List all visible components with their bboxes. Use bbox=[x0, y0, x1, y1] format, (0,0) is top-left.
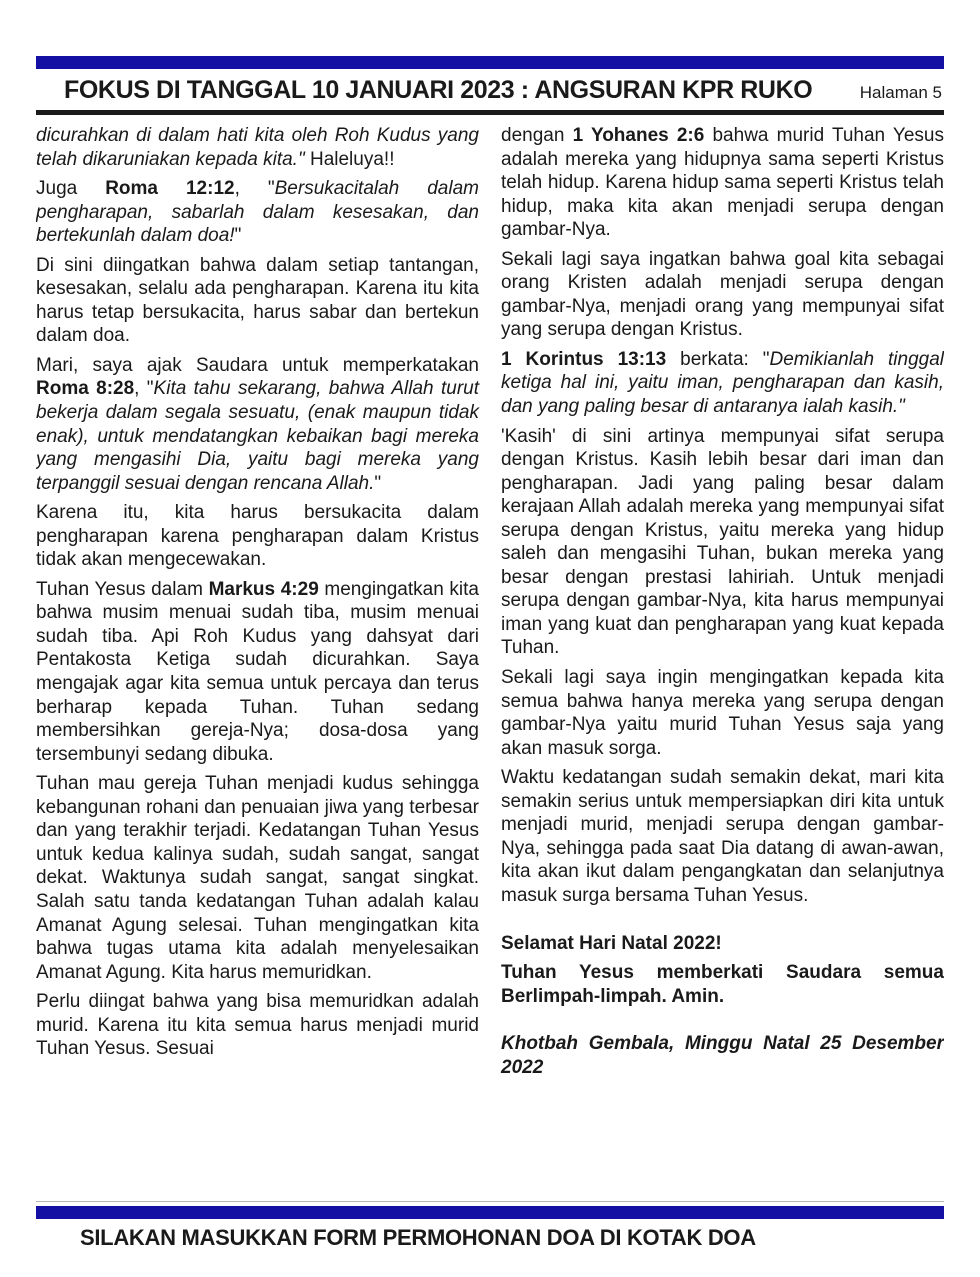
paragraph bbox=[36, 578, 479, 766]
page-footer bbox=[36, 1201, 944, 1277]
footer-divider bbox=[36, 1201, 944, 1202]
text-run: Karena itu, kita harus bersukacita dalam pengharapan karena pengharapan dalam Kristus tidak akan mengecewakan. bbox=[36, 502, 479, 571]
text-run: dengan bbox=[501, 125, 573, 146]
text-run: Selamat Hari Natal 2022! bbox=[501, 932, 722, 954]
text-run: 'Kasih' di sini artinya mempunyai sifat serupa dengan Kristus. Kasih lebih besar dari iman dan pengharapan. Jadi yang paling besar dalam kerajaan Allah adalah mereka yang mempunyai sifat serupa dengan Kristus, yaitu mereka yang hidup saleh dan mengasihi Tuhan, bukan mereka yang besar dengan prestasi lahiriah. Untuk menjadi serupa dengan gambar-Nya, kita harus mempunyai iman yang kuat dan pengharapan yang kuat kepada Tuhan. bbox=[501, 425, 944, 659]
text-run: Roma 12:12 bbox=[105, 178, 235, 200]
paragraph bbox=[36, 254, 479, 348]
paragraph bbox=[36, 990, 479, 1061]
text-run: bahwa murid Tuhan Yesus adalah mereka yang hidupnya sama seperti Kristus telah hidup. Karena hidup sama seperti Kristus telah hidup, maka kita akan menjadi serupa dengan gambar-Nya. bbox=[501, 125, 944, 241]
text-run: mengingatkan kita bahwa musim menuai sudah tiba, musim menuai sudah tiba. Api Roh Kudus yang dahsyat dari Pentakosta Ketiga sudah dicurahkan. Saya mengajak agar kita semua untuk percaya dan terus berharap kepada Tuhan. Tuhan sedang membersihkan gereja-Nya; dosa-dosa yang tersembunyi sedang dibuka. bbox=[36, 578, 479, 765]
text-run: Khotbah Gembala, Minggu Natal 25 Desember 2022 bbox=[501, 1033, 944, 1078]
text-run: , " bbox=[234, 178, 275, 200]
left-column bbox=[36, 124, 479, 1201]
footer-accent-bar bbox=[36, 1206, 944, 1219]
text-run: berkata: " bbox=[666, 348, 770, 370]
text-run: Di sini diingatkan bahwa dalam setiap tantangan, kesesakan, selalu ada pengharapan. Karena itu kita harus tetap bersukacita, harus sabar dan bertekun dalam doa. bbox=[36, 254, 479, 347]
paragraph bbox=[501, 348, 944, 419]
text-run: dicurahkan di dalam hati kita oleh Roh Kudus yang telah dikaruniakan kepada kita." bbox=[36, 125, 479, 170]
text-run: Tuhan Yesus dalam bbox=[36, 578, 209, 600]
paragraph bbox=[501, 766, 944, 907]
text-run: Roma 8:28 bbox=[36, 378, 135, 400]
paragraph bbox=[501, 124, 944, 242]
page-header bbox=[36, 69, 944, 115]
paragraph bbox=[36, 177, 479, 248]
top-accent-bar bbox=[36, 56, 944, 69]
text-run: Tuhan mau gereja Tuhan menjadi kudus sehingga kebangunan rohani dan penuaian jiwa yang terbesar dan yang terakhir terjadi. Kedatangan Tuhan Yesus untuk kedua kalinya sudah, sudah sangat, sangat dekat. Waktunya sudah sangat, sangat singkat. Salah satu tanda kedatangan Tuhan adalah kalau Amanat Agung selesai. Tuhan mengingatkan kita bahwa tugas utama kita adalah menyelesaikan Amanat Agung. Kita harus memuridkan. bbox=[36, 773, 479, 983]
paragraph bbox=[36, 124, 479, 171]
right-column bbox=[501, 124, 944, 1201]
text-run: Kita tahu sekarang, bahwa Allah turut bekerja dalam segala sesuatu, (enak maupun tidak enak), untuk mendatangkan kebaikan bagi mereka yang mengasihi Dia, yaitu bagi mereka yang terpanggil sesuai dengan rencana Allah. bbox=[36, 378, 479, 494]
footer-notice: SILAKAN MASUKKAN FORM PERMOHONAN DOA DI KOTAK DOA bbox=[80, 1225, 756, 1250]
paragraph bbox=[501, 248, 944, 342]
page-title: FOKUS DI TANGGAL 10 JANUARI 2023 : ANGSURAN KPR RUKO bbox=[64, 76, 813, 104]
text-run: Markus 4:29 bbox=[208, 578, 319, 600]
paragraph bbox=[501, 666, 944, 760]
text-run: Sekali lagi saya ingatkan bahwa goal kita sebagai orang Kristen adalah menjadi serupa dengan gambar-Nya, menjadi orang yang mempunyai sifat yang serupa dengan Kristus. bbox=[501, 248, 944, 341]
paragraph bbox=[36, 354, 479, 495]
text-run: , " bbox=[134, 378, 154, 400]
text-run: Demikianlah tinggal ketiga hal ini, yaitu iman, pengharapan dan kasih, dan yang paling besar di antaranya ialah kasih." bbox=[501, 348, 944, 418]
page-number: Halaman 5 bbox=[859, 83, 942, 102]
paragraph bbox=[36, 501, 479, 572]
article-body bbox=[36, 115, 944, 1201]
paragraph bbox=[501, 961, 944, 1008]
paragraph bbox=[501, 932, 944, 956]
paragraph bbox=[501, 425, 944, 660]
paragraph bbox=[36, 772, 479, 984]
text-run: Bersukacitalah dalam pengharapan, sabarlah dalam kesesakan, dan bertekunlah dalam doa! bbox=[36, 178, 479, 247]
text-run: Juga bbox=[36, 178, 106, 200]
text-run: Mari, saya ajak Saudara untuk memperkatakan bbox=[36, 354, 479, 376]
paragraph bbox=[501, 1032, 944, 1079]
text-run: " bbox=[374, 472, 382, 494]
text-run: Perlu diingat bahwa yang bisa memuridkan adalah murid. Karena itu kita semua harus menjadi murid Tuhan Yesus. Sesuai bbox=[36, 991, 479, 1060]
text-run: 1 Korintus 13:13 bbox=[501, 348, 667, 370]
text-run: Sekali lagi saya ingin mengingatkan kepada kita semua bahwa hanya mereka yang serupa dengan gambar-Nya yaitu murid Tuhan Yesus saja yang akan masuk sorga. bbox=[501, 667, 944, 759]
text-run: Tuhan Yesus memberkati Saudara semua Berlimpah-limpah. Amin. bbox=[501, 962, 944, 1007]
text-run: 1 Yohanes 2:6 bbox=[572, 125, 705, 146]
text-run: " bbox=[234, 225, 242, 247]
text-run: Waktu kedatangan sudah semakin dekat, mari kita semakin serius untuk mempersiapkan diri kita untuk menjadi murid, menjadi serupa dengan gambar-Nya, sehingga pada saat Dia datang di awan-awan, kita akan ikut dalam pengangkatan dan selanjutnya masuk surga bersama Tuhan Yesus. bbox=[501, 767, 944, 906]
text-run: Haleluya!! bbox=[309, 148, 395, 170]
